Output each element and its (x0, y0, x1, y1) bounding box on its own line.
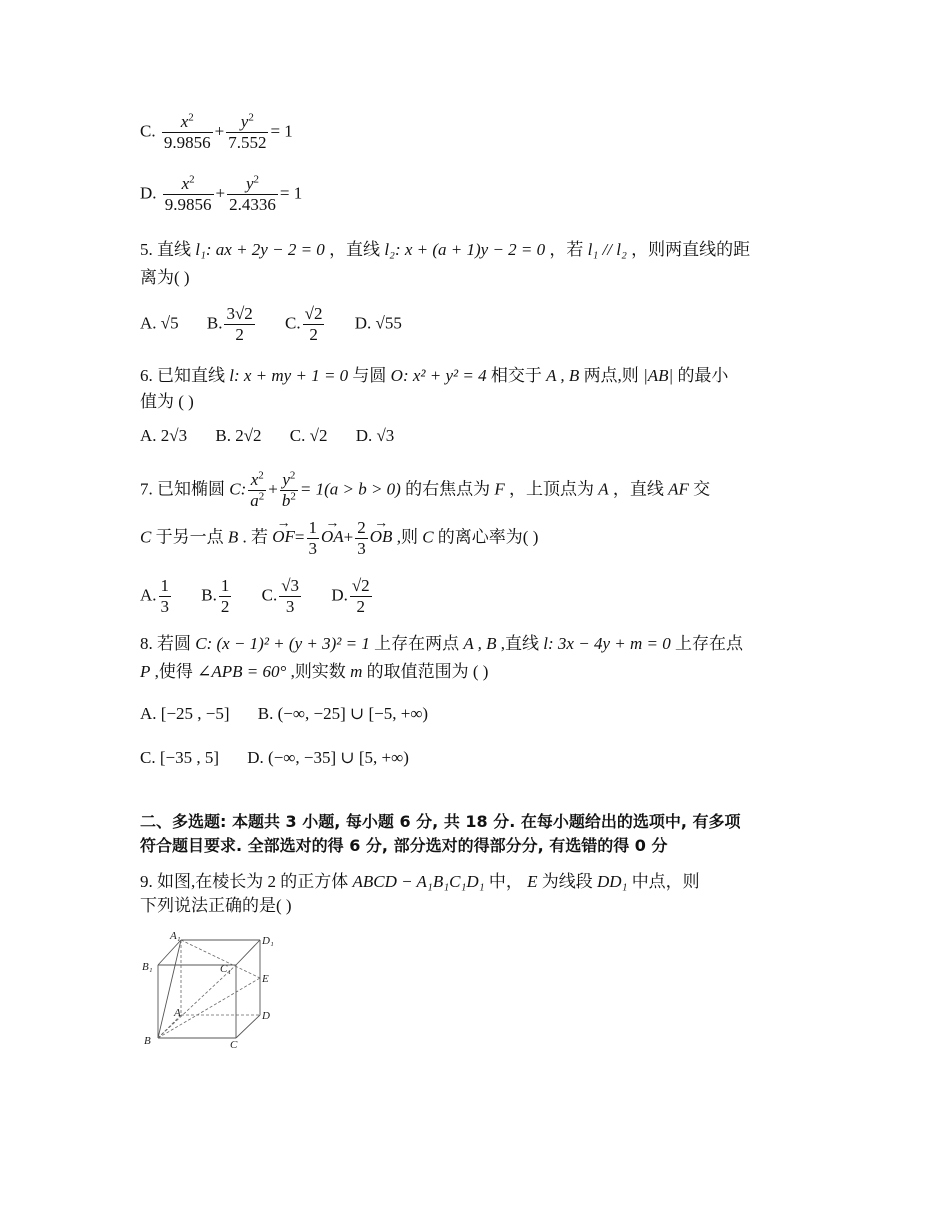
fraction: $\frac{y^2}{7.552}$ (228, 111, 267, 152)
label-c: C (230, 1039, 238, 1050)
diag-bc1-hidden (158, 965, 236, 1038)
edge-a1b1 (158, 940, 181, 965)
diag-ba1 (158, 940, 181, 1038)
edge-cd (236, 1015, 260, 1038)
q7-stem-line2: C 于另一点 B . 若 → OF= $\frac{1}{3}$ → OA+ $\frac{2}{3}$ → OB ,则 C 的离心率为( ) (140, 518, 538, 559)
q5-stem-line2: 离为( ) (140, 268, 190, 287)
q6-stem-line2: 值为 ( ) (140, 392, 194, 411)
q6-options: A. 2√3 B. 2√2 C. √2 D. √3 (140, 426, 395, 445)
label-b: B (144, 1035, 151, 1047)
q5-options: A. √5 B. $\frac{3√2}{2}$ C. $\frac{√2}{2}$ D. √55 (140, 304, 402, 344)
label-b1: B₁ (142, 961, 153, 973)
section2-heading-line2: 符合题目要求. 全部选对的得 6 分, 部分选对的得部分分, 有选错的得 0 分 (140, 836, 668, 855)
q9-stem-line1: 9. 如图,在棱长为 2 的正方体 ABCD − A₁B₁C₁D₁ 中， E 为线段 DD₁ 中点，则 (140, 872, 700, 891)
cube-figure (138, 928, 278, 1050)
q4-option-d: D. $\frac{x^2}{9.9856}$ + $\frac{y^2}{2.4336}$ = 1 (140, 173, 303, 214)
q9-stem-line2: 下列说法正确的是( ) (140, 896, 292, 915)
label-e: E (262, 973, 269, 985)
q5-stem-line1: 5. 直线 l₁: ax + 2y − 2 = 0 ，直线 l₂: x + (a + 1)y − 2 = 0 ，若 l₁ // l₂ ，则两直线的距 (140, 240, 751, 259)
label-c1: C₁ (220, 963, 232, 975)
label-a1: A₁ (170, 930, 181, 942)
fraction: $\frac{x^2}{9.9856}$ (164, 173, 212, 214)
q8-options-cd: C. [−35 , 5] D. (−∞, −35] ∪ [5, +∞) (140, 748, 409, 767)
q7-options: A. $\frac{1}{3}$ B. $\frac{1}{2}$ C. $\frac{√3}{3}$ D. $\frac{√2}{2}$ (140, 576, 370, 616)
section2-heading-line1: 二、多选题: 本题共 3 小题, 每小题 6 分, 共 18 分. 在每小题给出的选项中, 有多项 (140, 812, 741, 831)
label-d: D (262, 1010, 270, 1022)
fraction: $\frac{x^2}{9.9856}$ (163, 111, 211, 152)
q6-stem-line1: 6. 已知直线 l: x + my + 1 = 0 与圆 O: x² + y² = 4 相交于 A , B 两点,则 |AB| 的最小 (140, 366, 729, 385)
q8-stem-line2: P ,使得 ∠APB = 60° ,则实数 m 的取值范围为 ( ) (140, 662, 489, 681)
fraction: $\frac{y^2}{2.4336}$ (229, 173, 276, 214)
label-a: A (174, 1007, 181, 1019)
label-d1: D₁ (262, 935, 274, 947)
q4-option-c: C. $\frac{x^2}{9.9856}$ + $\frac{y^2}{7.552}$ = 1 (140, 111, 293, 152)
edge-d1c1 (236, 940, 260, 965)
q8-options-ab: A. [−25 , −5] B. (−∞, −25] ∪ [−5, +∞) (140, 704, 429, 723)
q8-stem-line1: 8. 若圆 C: (x − 1)² + (y + 3)² = 1 上存在两点 A , B ,直线 l: 3x − 4y + m = 0 上存在点 (140, 634, 743, 653)
q7-stem-line1: 7. 已知椭圆 C: $\frac{x^2}{a^2}$ + $\frac{y^2}{b^2}$ = 1(a > b > 0) 的右焦点为 F ，上顶点为 A ，直线 AF 交 (140, 469, 711, 510)
